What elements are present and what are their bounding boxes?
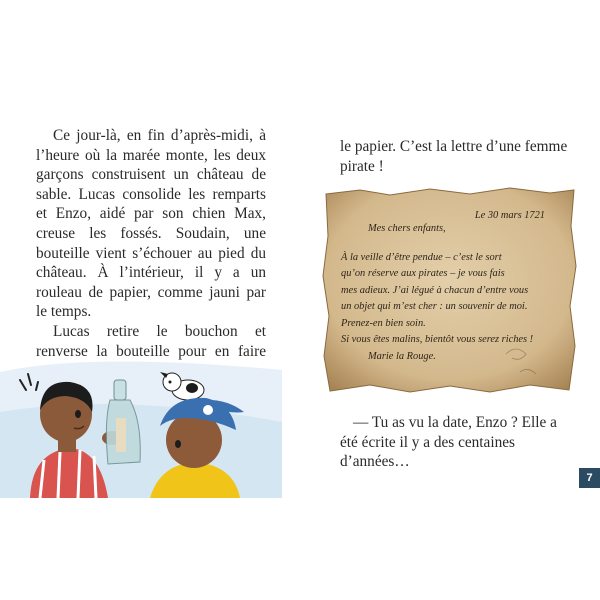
dialogue-text [340, 413, 570, 472]
story-continuation: le papier. C’est la lettre d’une femme pirate ! [340, 138, 568, 175]
page-number: 7 [579, 468, 600, 488]
letter-greeting: Mes chers enfants, [368, 223, 446, 234]
story-paragraph-1: Ce jour-là, en fin d’après-midi, à l’heure où la marée monte, les deux garçons construisent un château de sable. Lucas consolide les remparts et Enzo, aidé par son chien Max, creuse les fossés. Soudain, une bouteille vient s’échouer au pied du château. À l’intérieur, il y a un rouleau de papier, comme jauni par le temps. [36, 127, 266, 321]
right-page-text [340, 137, 572, 176]
story-paragraph-2: Lucas retire le bouchon et renverse la bouteille pour en faire [36, 322, 266, 360]
dialogue-line: — Tu as vu la date, Enzo ? Elle a été écrite il y a des centaines d’années… [340, 414, 557, 471]
left-page-text [36, 126, 266, 381]
letter-line: un objet qui m’est cher : un souvenir de moi. [341, 301, 528, 313]
illustration-art [0, 352, 282, 498]
letter-line: qu’on réserve aux pirates – je vous fais [341, 268, 505, 280]
letter-body [341, 250, 533, 348]
letter-date: Le 30 mars 1721 [474, 210, 545, 221]
letter-content [320, 186, 578, 396]
letter-line: À la veille d’être pendue – c’est le sort [341, 252, 502, 263]
letter-line: Si vous êtes malins, bientôt vous serez riches ! [341, 334, 534, 346]
letter-line: mes adieux. J’ai légué à chacun d’entre vous [341, 284, 529, 296]
boys-with-bottle-illustration [0, 352, 282, 498]
pirate-letter [320, 186, 578, 396]
letter-line: Prenez-en bien soin. [341, 317, 426, 329]
letter-signature: Marie la Rouge. [368, 351, 436, 362]
